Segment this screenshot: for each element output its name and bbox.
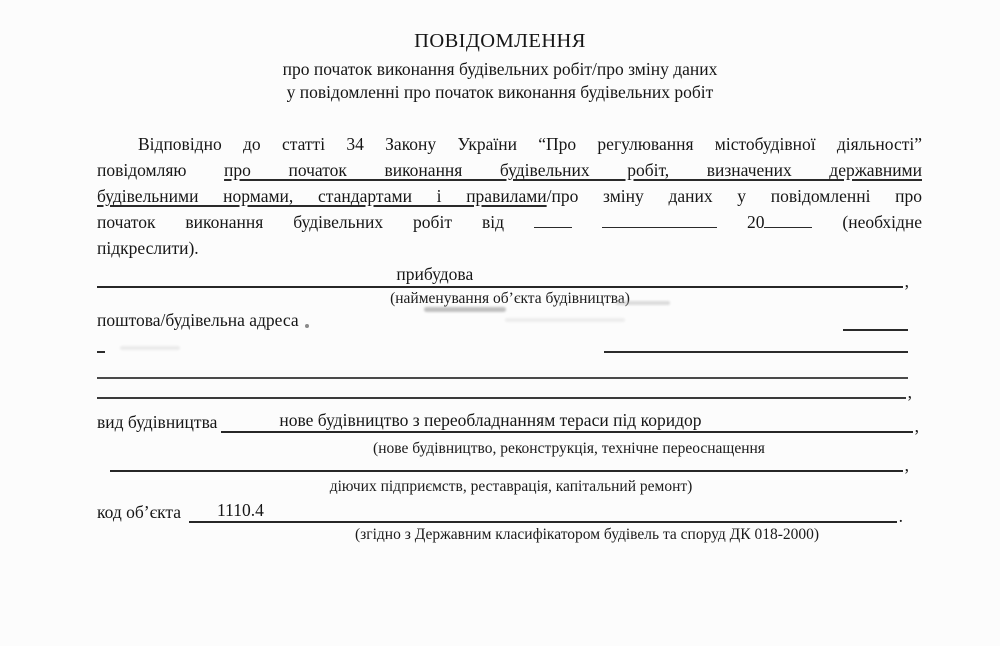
address-fill-line-2-row (97, 382, 912, 402)
intro-line-1-text: Відповідно до статті 34 Закону України “Про регулювання містобудівної діяльності” (138, 134, 922, 154)
construction-type-row (97, 410, 919, 436)
object-code-value: 1110.4 (217, 500, 264, 520)
scan-dot-artifact (305, 324, 309, 328)
scan-smudge-artifact (120, 346, 180, 350)
construction-type-value: нове будівництво з переобладнанням тераси під коридор (279, 410, 702, 430)
object-code-label: код об’єкта (97, 502, 182, 522)
document-subtitle-line2: у повідомленні про початок виконання будівельних робіт (286, 82, 714, 102)
construction-type-line (221, 410, 912, 433)
address-label: поштова/будівельна адреса (97, 310, 299, 330)
intro-line-4-text: початок виконання будівельних робіт від (97, 212, 504, 232)
object-name-comma: , (904, 271, 909, 291)
intro-line-2-plain: повідомляю (97, 160, 187, 180)
address-fill-line-2 (97, 381, 906, 399)
intro-line-5 (97, 235, 922, 261)
underlined-clause-2: будівельними нормами, стандартами і правилами (97, 186, 547, 206)
construction-type-caption-1: (нове будівництво, реконструкція, технічне переоснащення (373, 440, 765, 457)
address-dash (97, 345, 105, 353)
address-fill-line-short (843, 323, 908, 331)
intro-line-2 (97, 157, 922, 183)
document-title: ПОВІДОМЛЕННЯ (414, 30, 586, 52)
construction-type-blank-comma: , (904, 455, 909, 475)
intro-line-4-tail: (необхідне (842, 212, 922, 232)
underlined-clause-1: про початок виконання будівельних робіт, визначених державними (224, 160, 922, 180)
object-name-value: прибудова (396, 264, 474, 284)
document-subtitle-line1: про початок виконання будівельних робіт/про зміну даних (282, 59, 718, 79)
address-continuation-row (97, 337, 908, 353)
object-name-line (97, 262, 903, 288)
intro-line-4 (97, 209, 922, 235)
construction-type-label: вид будівництва (97, 412, 218, 432)
construction-type-blank-line (110, 454, 903, 472)
address-row (97, 311, 908, 331)
scan-smudge-artifact (616, 301, 670, 305)
year-prefix: 20 (746, 212, 765, 232)
object-code-row (97, 500, 903, 526)
construction-type-blank-row (110, 455, 909, 475)
intro-paragraph (97, 131, 922, 261)
address-fill-line-1 (97, 361, 908, 379)
object-code-caption: (згідно з Державним класифікатором будівель та споруд ДК 018-2000) (354, 526, 820, 543)
address-comma: , (907, 382, 912, 402)
scan-smudge-artifact (424, 307, 506, 312)
address-fill-line-mid (604, 345, 908, 353)
intro-line-3 (97, 183, 922, 209)
intro-line-1 (97, 131, 922, 157)
intro-line-5-text: підкреслити). (97, 238, 199, 258)
object-name-caption: (найменування об’єкта будівництва) (390, 290, 630, 307)
date-month-blank (602, 215, 717, 228)
date-day-blank (534, 215, 572, 228)
object-code-period: . (898, 506, 903, 526)
construction-type-comma: , (914, 416, 919, 436)
intro-line-3-plain: /про зміну даних у повідомленні про (546, 186, 922, 206)
date-year-blank (764, 215, 812, 228)
construction-type-caption-2: діючих підприємств, реставрація, капітальний ремонт) (329, 478, 693, 495)
object-code-line (189, 500, 897, 523)
scan-smudge-artifact (505, 318, 625, 322)
object-name-row (97, 264, 909, 291)
